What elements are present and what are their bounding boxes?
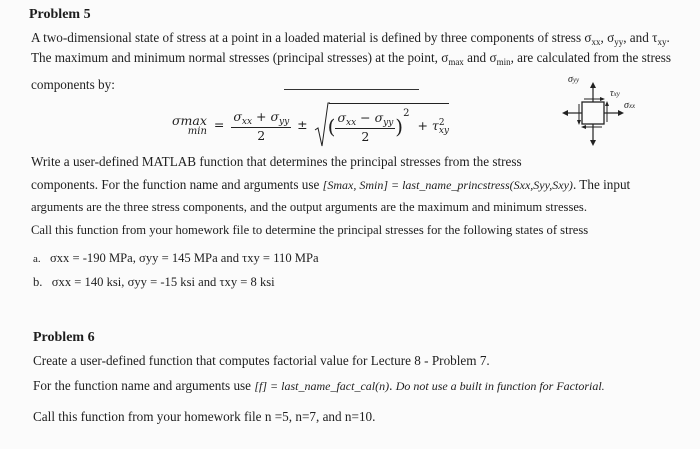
item-a-label: a. (33, 253, 41, 265)
item-b-text: σxx = 140 ksi, σyy = -15 ksi and τxy = 8 ksi (51, 275, 275, 289)
diagram-label-sxx (624, 100, 635, 111)
f2-sigma-a: σ (337, 109, 346, 125)
body-line2-end: . The input (572, 177, 631, 192)
tau-sub: xy (438, 125, 450, 136)
intro-line1-text: A two-dimensional state of stress at a point in a loaded material is defined by three components of stress (31, 30, 585, 45)
sigma-max-sub: max (448, 57, 464, 67)
right-paren: ) (395, 114, 404, 139)
separator: , (600, 30, 608, 45)
f1-sigma-b: σ (270, 108, 280, 124)
diagram-label-txy (610, 88, 620, 99)
f1-plus: + (252, 108, 271, 124)
item-b-label: b. (33, 275, 43, 289)
tau-sup: 2 (438, 117, 445, 128)
fraction2-denominator: 2 (361, 128, 370, 144)
formula-fraction1 (231, 109, 291, 143)
sigma-min-sub: min (496, 57, 511, 67)
formula-lhs (172, 112, 207, 137)
body-line2-text: components. For the function name and arguments use (31, 177, 323, 192)
separator: , and (623, 30, 653, 45)
formula-fraction2 (335, 110, 395, 144)
formula-sqrt (314, 108, 449, 144)
problem5-body-line2 (31, 177, 630, 193)
fraction2-numerator (335, 110, 395, 129)
problem5-item-b (33, 274, 275, 290)
formula-lhs-bottom: min (187, 125, 207, 137)
tau-scripts (439, 119, 449, 135)
left-paren: ( (327, 114, 336, 139)
label-txy-symbol: τ (610, 88, 614, 99)
label-syy-symbol: σ (568, 74, 573, 85)
problem5-body-line1: Write a user-defined MATLAB function that determines the principal stresses from the stress (31, 154, 522, 169)
problem5-body-line4: Call this function from your homework file to determine the principal stresses for the following states of stress (31, 223, 589, 237)
problem5-intro-line3: components by: (31, 77, 115, 92)
principal-stress-formula (172, 108, 449, 152)
formula-exponent: 2 (403, 108, 410, 119)
problem6-title: Problem 6 (33, 330, 95, 345)
sqrt-sign-icon (314, 102, 330, 148)
fraction1-denominator: 2 (257, 127, 266, 143)
intro-line2-text: The maximum and minimum normal stresses (principal stresses) at the point, (31, 50, 442, 65)
tau-xy-sub: xy (657, 37, 667, 47)
problem5-item-a (33, 250, 319, 266)
f1-sub-a: xx (241, 116, 253, 127)
sigma-xx-sub: xx (591, 37, 601, 47)
problem5-title: Problem 5 (29, 7, 91, 22)
fraction1-numerator (231, 109, 291, 128)
formula-tau-term (417, 117, 450, 136)
label-txy-sub: xy (613, 90, 620, 98)
f2-sub-a: xx (346, 117, 357, 128)
sigma-yy-sub: yy (614, 37, 624, 47)
fact-function-signature: [f] = last_name_fact_cal(n) (254, 379, 390, 393)
formula-plus-minus: ± (297, 117, 308, 133)
tau-xy-symbol: τ (652, 30, 658, 45)
sigma-min-symbol: σ (489, 50, 497, 65)
period: . (666, 30, 670, 45)
problem6-line1: Create a user-defined function that computes factorial value for Lecture 8 - Problem 7. (33, 353, 490, 368)
and-text: and (463, 50, 490, 65)
problem6-line2-period: . (389, 378, 396, 393)
stress-element-diagram (558, 76, 668, 156)
separator-rule (284, 89, 419, 90)
f1-sigma-a: σ (233, 108, 242, 124)
formula-equals: = (213, 117, 225, 133)
problem5-intro-line2 (31, 50, 671, 67)
sqrt-bar (329, 103, 449, 104)
label-syy-sub: yy (572, 76, 580, 84)
no-builtin-note: Do not use a built in function for Factorial. (395, 379, 605, 393)
label-sxx-symbol: σ (624, 100, 629, 111)
f2-sigma-b: σ (374, 109, 384, 125)
problem6-line2-text: For the function name and arguments use (33, 378, 255, 393)
plus-tau: + τ (417, 118, 439, 134)
sigma-max-symbol: σ (441, 50, 449, 65)
f2-sub-b: yy (383, 117, 394, 128)
problem6-line3: Call this function from your homework file n =5, n=7, and n=10. (33, 409, 376, 424)
formula-lhs-top: σmax (172, 112, 207, 128)
princstress-function-signature: [Smax, Smin] = last_name_princstress(Sxx,Syy,Sxy) (322, 178, 573, 192)
problem6-line2 (33, 378, 605, 394)
diagram-label-syy (568, 74, 579, 85)
f1-sub-b: yy (279, 116, 290, 127)
f2-minus: − (356, 109, 375, 125)
sigma-xx-symbol: σ (584, 30, 592, 45)
item-a-text: σxx = -190 MPa, σyy = 145 MPa and τxy = 110 MPa (49, 251, 319, 265)
intro-line2-end: , are calculated from the stress (510, 50, 671, 65)
problem5-body-line3: arguments are the three stress components, and the output arguments are the maximum and minimum stresses. (31, 200, 587, 214)
problem5-intro-line1 (31, 30, 670, 47)
sigma-yy-symbol: σ (607, 30, 615, 45)
label-sxx-sub: xx (628, 102, 636, 110)
